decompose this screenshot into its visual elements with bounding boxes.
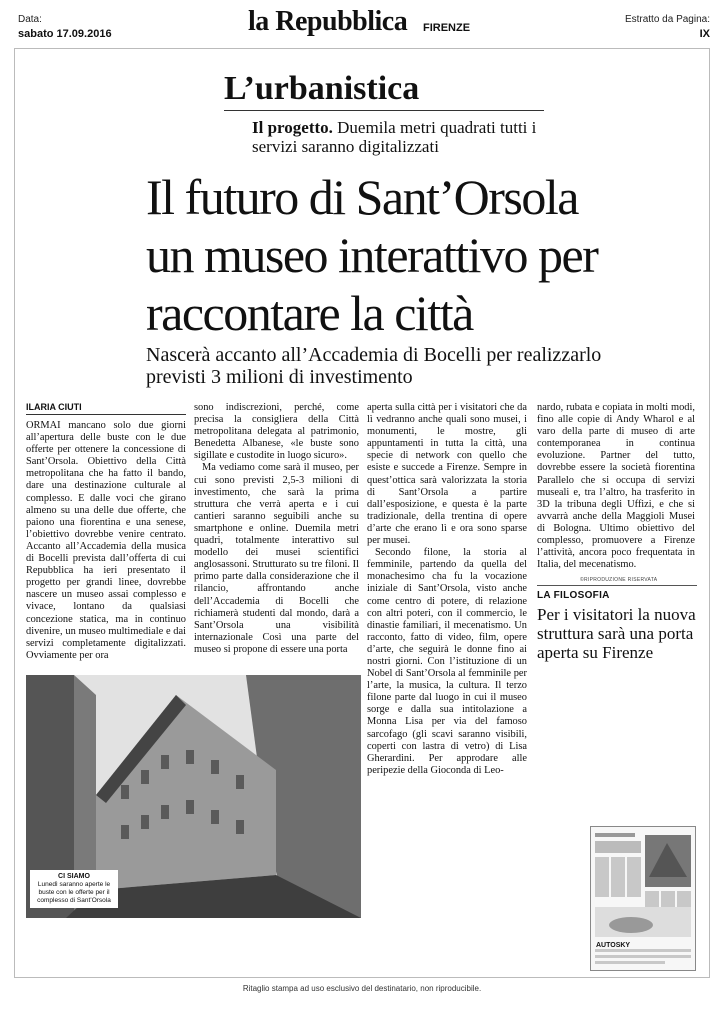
- kicker-bold: Il progetto.: [252, 118, 333, 137]
- page-thumbnail: [590, 826, 696, 971]
- copyright-credit: ©RIPRODUZIONE RISERVATA: [580, 577, 658, 583]
- article-column-4: [537, 402, 695, 571]
- paragraph: sono indiscrezioni, perché, come precisa la consigliera della Città metropolitana delegata al patrimonio, Benedetta Albanese, «le buste sono sigillate e custodite in luogo sicuro».: [194, 402, 359, 462]
- headline: Il futuro di Sant’Orsola un museo interattivo per raccontare la città: [146, 169, 598, 341]
- photo-caption: [30, 870, 118, 908]
- sidebar-quote: Per i visitatori la nuova struttura sarà una porta aperta su Firenze: [537, 605, 696, 662]
- section-title: L’urbanistica: [224, 70, 420, 107]
- section-rule: [224, 110, 544, 111]
- article-column-2: [194, 402, 359, 656]
- date-label: Data:: [18, 14, 42, 25]
- page-number: IX: [699, 28, 710, 40]
- page-extract-label: Estratto da Pagina:: [624, 14, 710, 25]
- thumbnail-ad-label: AUTOSKY: [596, 942, 631, 949]
- caption-text: Lunedì saranno aperte le buste con le offerte per il complesso di Sant’Orsola: [37, 881, 111, 904]
- article-column-1: [26, 420, 186, 662]
- sidebar-label: LA FILOSOFIA: [537, 590, 610, 601]
- sidebar-rule: [537, 585, 697, 586]
- kicker-text: Duemila metri quadrati tutti i servizi saranno digitalizzati: [252, 118, 537, 156]
- paragraph: Ma vediamo come sarà il museo, per cui sono previsti 2,5-3 milioni di investimento, che sarà la prima struttura che verrà aperta e i cui cantieri saranno seguibili anche su smartphone e online. Duemila metri quadri, totalmente interattivo sul modello dei musei scientifici anglosassoni. Strutturato su tre filoni. Il primo parte dalla considerazione che il rilancio, affrontando anche dell’Accademia di Bocelli che richiamerà studenti dal mondo, darà a Sant’Orsola una visibilità internazionale Così una parte del museo si propone di essere una porta: [194, 462, 359, 655]
- footer-note: Ritaglio stampa ad uso esclusivo del destinatario, non riproducibile.: [242, 984, 482, 993]
- paragraph: aperta sulla città per i visitatori che da lì vedranno anche quali sono musei, i monumenti, le mostre, gli appuntamenti in tutta la città, una specie di network con quello che esiste e succede a Firenze. Sempre in quest’ottica sarà valorizzata la storia di Sant’Orsola a partire dall’esposizione, e questa è la parte tradizionale, della trentina di opere d’arte che erano lì e ora sono sparse per musei.: [367, 402, 527, 547]
- newspaper-masthead: la Repubblica: [248, 6, 408, 37]
- paragraph: Secondo filone, la storia al femminile, partendo da quella del monachesimo cha fu la vocazione iniziale di Sant’Orsola, visto anche come centro di potere, di relazione con altri poteri, con il commercio, le dinastie familiari, il mecenatismo. Un racconto, fatto di video, film, opere d’arte, che seguirà le donne fino ai nostri giorni. Con l’istituzione di un Nobel di Sant’Orsola al femminile per l’arte, la musica, la cultura. Il terzo filone parte dal luogo in cui il museo sorge e dalla sua intitolazione a Monna Lisa per via del famoso sarcofago (gli scavi saranno visibili, coperti con lastra di vetro) di Lisa Gherardini. Per approdare alle peripezie della Gioconda di Leo-: [367, 547, 527, 776]
- edition-label: FIRENZE: [423, 22, 471, 34]
- article-kicker: [252, 118, 582, 156]
- caption-title: CI SIAMO: [58, 873, 90, 880]
- paragraph: nardo, rubata e copiata in molti modi, fino alle copie di Andy Wharol e al varo della parte di museo di arte contemporanea in continua evoluzione. Partner del tutto, dovrebbe essere la società fiorentina Parallelo che si occupa di servizi museali e, tra l’altro, ha trasferito in 3D la tribuna degli Uffizi, e che si avvarrà anche della Maggioli Musei di Bologna. Ultimo obiettivo del complesso, promuovere a Firenze l’attività, ancora poco frequentata in Italia, del mecenatismo.: [537, 402, 695, 571]
- publication-date: sabato 17.09.2016: [18, 28, 112, 40]
- byline: ILARIA CIUTI: [26, 402, 186, 415]
- paragraph: ORMAI mancano solo due giorni all’apertura delle buste con le due offerte per ottenere la concessione di Sant’Orsola. Obiettivo della Città metropolitana che ha fatto il bando, dare una destinazione culturale al complesso. E dalle voci che girano almeno su una delle due offerte, che paiono una fiorentina e una senese, l’obiettivo dovrebbe venire centrato. Accanto all’Accademia della musica di Bocelli prevista dall’offerta di cui Repubblica ha ieri presentato il progetto per grandi linee, dovrebbe nascere un museo assai complesso e vivace, lontano da qualsiasi concezione statica, ma in continuo divenire, un museo multimediale e dai servizi completamente digitalizzati. Ovviamente per ora: [26, 420, 186, 661]
- article-column-3: [367, 402, 527, 777]
- subheadline: Nascerà accanto all’Accademia di Bocelli per realizzarlo previsti 3 milioni di investimento: [146, 344, 602, 388]
